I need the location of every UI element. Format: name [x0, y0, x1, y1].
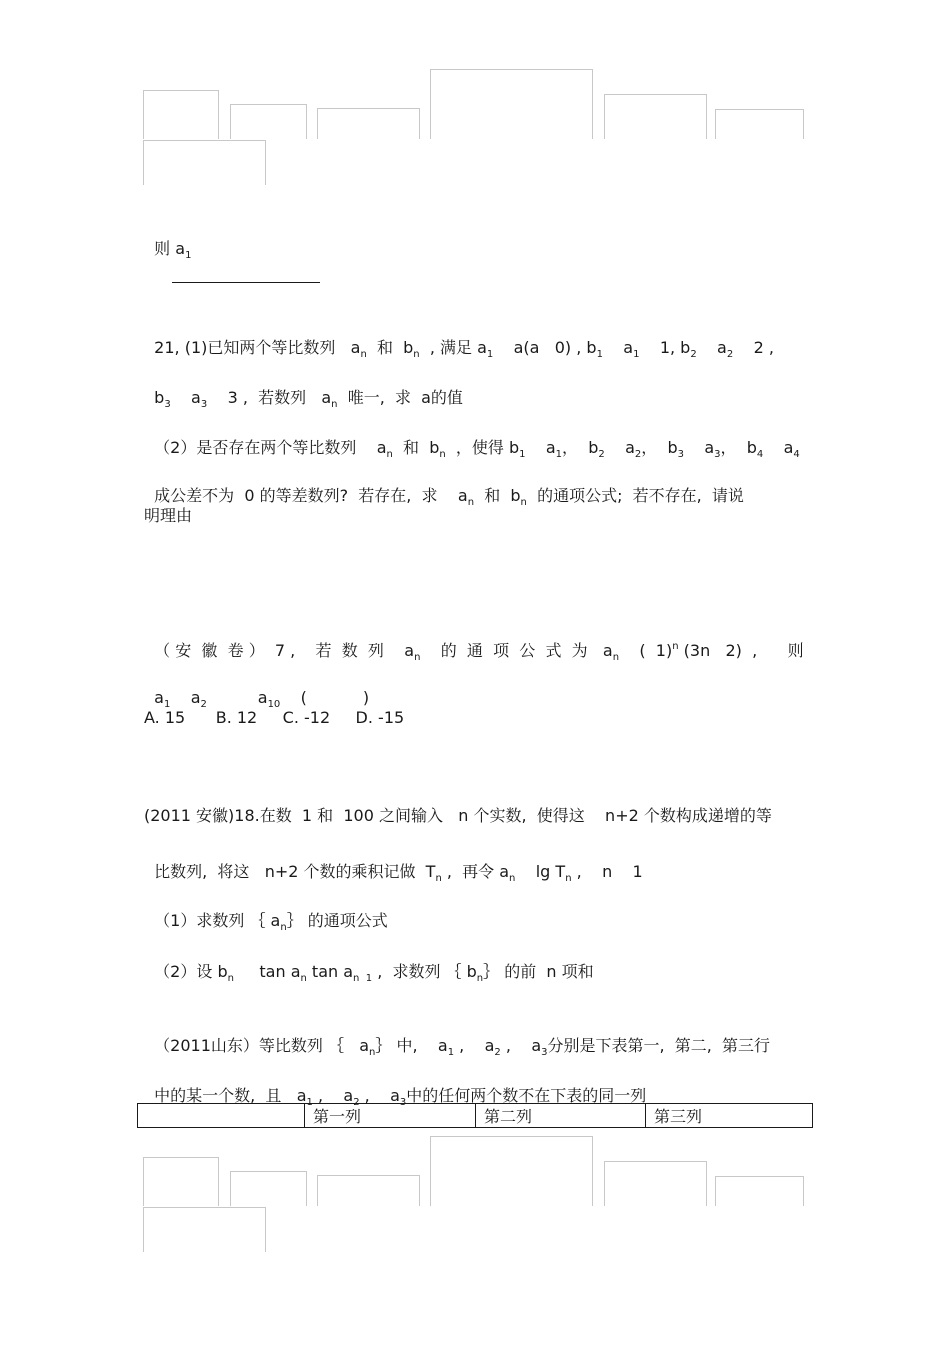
- header-decoration-box: [604, 94, 707, 139]
- table-header-cell: 第二列: [476, 1104, 646, 1128]
- header-decoration-box: [430, 69, 593, 139]
- text-segment: , 满足 a: [419, 338, 487, 357]
- column-table: [137, 1103, 813, 1128]
- text-segment: a: [170, 388, 201, 407]
- text-segment: （1）求数列 ｛ a: [154, 911, 281, 930]
- text-segment: 比数列, 将这 n+2 个数的乘积记做 T: [154, 862, 436, 881]
- text-segment: , 求数列 ｛ b: [372, 962, 477, 981]
- text-segment: , a: [454, 1036, 495, 1055]
- subscript-text: n: [280, 922, 287, 933]
- text-segment: ， b: [562, 438, 599, 457]
- text-segment: 的 通 项 公 式 为 a: [420, 641, 613, 660]
- subscript-text: 2: [598, 449, 605, 460]
- subscript-text: 1: [555, 449, 563, 460]
- text-segment: lg T: [515, 862, 566, 881]
- subscript-text: 1: [596, 349, 603, 360]
- text-segment: 和 b: [474, 486, 521, 505]
- footer-decoration-box: [430, 1136, 593, 1206]
- footer-decoration-box: [715, 1176, 804, 1206]
- q21-line-1: [144, 318, 774, 365]
- subscript-text: 3: [200, 399, 208, 410]
- text-segment: b: [154, 388, 165, 407]
- subscript-text: n: [509, 873, 516, 884]
- subscript-text: n 1: [353, 973, 373, 984]
- subscript-text: 4: [756, 449, 764, 460]
- text-segment: （2011山东）等比数列 ｛ a: [154, 1036, 370, 1055]
- subscript-text: 2: [690, 349, 697, 360]
- subscript-text: n: [369, 1047, 376, 1058]
- text-segment: ｝ 的前 n 项和: [483, 962, 594, 981]
- text-segment: a: [696, 338, 727, 357]
- qsd-line-1: [144, 1016, 770, 1063]
- header-decoration-box: [317, 108, 420, 139]
- text-segment: , a: [359, 1086, 400, 1105]
- subscript-text: n: [435, 873, 442, 884]
- text-segment: 2 ,: [733, 338, 774, 357]
- text-segment: a(a 0) , b: [493, 338, 597, 357]
- subscript-text: 4: [793, 449, 800, 460]
- header-decoration-box: [715, 109, 804, 139]
- text-segment: （2）设 b: [154, 962, 228, 981]
- text-segment: a: [602, 338, 634, 357]
- q21-line-2: [144, 368, 463, 415]
- subscript-text: 1: [447, 1047, 455, 1058]
- text-segment: ( 1): [619, 641, 673, 660]
- text-segment: ，使得 b: [445, 438, 520, 457]
- footer-decoration-box: [230, 1171, 307, 1206]
- text-segment: 中的任何两个数不在下表的同一列: [406, 1086, 647, 1105]
- q18-line-4: [144, 942, 594, 989]
- q21-line-3: [144, 418, 800, 465]
- text-segment: ｝ 中, a: [375, 1036, 448, 1055]
- table-header-cell: 第一列: [305, 1104, 476, 1128]
- text-segment: a: [525, 438, 556, 457]
- subscript-text: n: [331, 399, 338, 410]
- text-segment: (3n 2) , 则: [678, 641, 804, 660]
- footer-decoration-box: [143, 1207, 266, 1252]
- header-decoration-box: [230, 104, 307, 139]
- text-segment: , 再令 a: [441, 862, 510, 881]
- text-segment: , a: [312, 1086, 354, 1105]
- text-segment: 中的某一个数, 且 a: [154, 1086, 307, 1105]
- subscript-text: n: [612, 652, 620, 663]
- subscript-text: 2: [726, 349, 734, 360]
- subscript-text: 3: [677, 449, 685, 460]
- header-decoration-box: [143, 90, 219, 139]
- subscript-text: n: [467, 497, 475, 508]
- q18-line-1: (2011 安徽)18.在数 1 和 100 之间输入 n 个实数, 使得这 n+2 个数构成递增的等: [144, 806, 772, 825]
- q7-line-1: [144, 617, 804, 668]
- text-segment: a: [154, 688, 164, 707]
- text-segment: , n 1: [571, 862, 643, 881]
- text-segment: a: [170, 688, 201, 707]
- text-segment: 3 , 若数列 a: [207, 388, 332, 407]
- subscript-text: 3: [164, 399, 171, 410]
- subscript-text: 3: [714, 449, 721, 460]
- q21-line-5: 明理由: [144, 506, 193, 525]
- text-segment: （ 安 徽 卷 ） 7 , 若 数 列 a: [154, 641, 415, 660]
- text-segment: ， b: [641, 438, 678, 457]
- subscript-text: 10: [267, 699, 281, 710]
- text-segment: a: [763, 438, 794, 457]
- subscript-text: 1: [306, 1097, 313, 1108]
- footer-decoration-box: [604, 1161, 707, 1206]
- superscript-text: n: [672, 641, 679, 652]
- subscript-text: 2: [494, 1047, 501, 1058]
- subscript-text: n: [413, 349, 420, 360]
- subscript-text: 1: [185, 250, 192, 261]
- subscript-text: n: [300, 973, 307, 984]
- text-segment: a: [604, 438, 635, 457]
- text-segment: 则 a: [154, 239, 186, 258]
- subscript-text: n: [439, 449, 446, 460]
- table-header-row: [138, 1104, 813, 1128]
- subscript-text: n: [227, 973, 234, 984]
- text-segment: 唯一, 求 a的值: [337, 388, 463, 407]
- table-header-cell: [138, 1104, 305, 1128]
- footer-decoration-box: [317, 1175, 420, 1206]
- text-segment: 的通项公式; 若不存在, 请说: [526, 486, 744, 505]
- text-segment: a: [684, 438, 715, 457]
- q18-line-2: [144, 842, 643, 889]
- q18-line-3: [144, 891, 388, 938]
- subscript-text: 3: [399, 1097, 407, 1108]
- subscript-text: 1: [486, 349, 494, 360]
- subscript-text: n: [414, 652, 421, 663]
- text-segment: ( ): [280, 688, 370, 707]
- header-decoration-box: [143, 140, 266, 185]
- subscript-text: n: [476, 973, 484, 984]
- q21-line-4: [144, 466, 744, 513]
- subscript-text: 1: [163, 699, 171, 710]
- q7-options: A. 15 B. 12 C. -12 D. -15: [144, 708, 405, 727]
- text-segment: 21, (1)已知两个等比数列 a: [154, 338, 361, 357]
- text-segment: ， b: [720, 438, 757, 457]
- subscript-text: n: [360, 349, 367, 360]
- answer-line: [144, 219, 320, 286]
- subscript-text: 1: [633, 349, 640, 360]
- subscript-text: n: [520, 497, 527, 508]
- subscript-text: n: [565, 873, 572, 884]
- text-segment: 和 b: [366, 338, 414, 357]
- text-segment: 分别是下表第一, 第二, 第三行: [547, 1036, 771, 1055]
- text-segment: tan a: [306, 962, 354, 981]
- subscript-text: 2: [634, 449, 642, 460]
- subscript-text: n: [386, 449, 393, 460]
- text-segment: （2）是否存在两个等比数列 a: [154, 438, 387, 457]
- text-segment: 和 b: [392, 438, 440, 457]
- text-segment: 成公差不为 0 的等差数列? 若存在, 求 a: [154, 486, 468, 505]
- subscript-text: 2: [200, 699, 207, 710]
- subscript-text: 1: [519, 449, 526, 460]
- subscript-text: 3: [541, 1047, 548, 1058]
- text-segment: , a: [500, 1036, 542, 1055]
- subscript-text: 2: [353, 1097, 360, 1108]
- table-header-cell: 第三列: [646, 1104, 813, 1128]
- text-segment: ｝ 的通项公式: [286, 911, 388, 930]
- answer-blank: [172, 268, 320, 283]
- text-segment: a: [206, 688, 268, 707]
- text-segment: tan a: [233, 962, 301, 981]
- footer-decoration-box: [143, 1157, 219, 1206]
- text-segment: 1, b: [639, 338, 691, 357]
